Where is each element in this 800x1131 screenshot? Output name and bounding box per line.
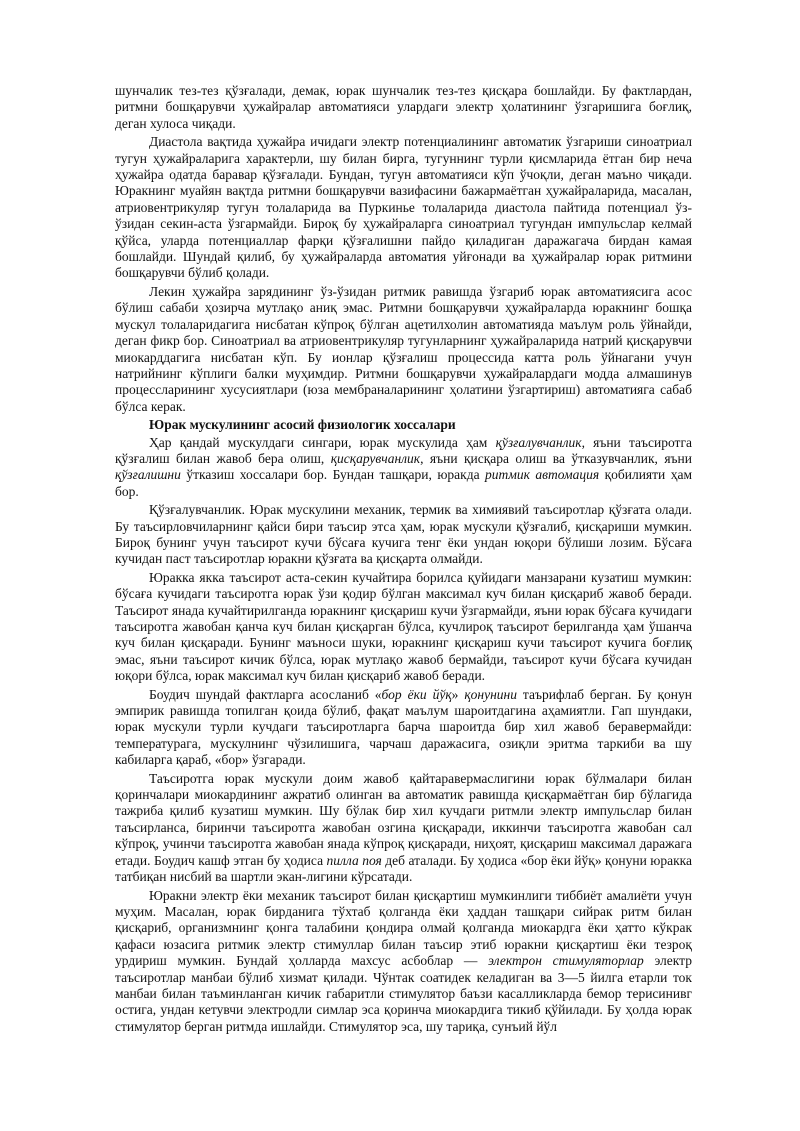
paragraph-excitability: Қўзғалувчанлик. Юрак мускулини механик, термик ва химиявий таъсиротлар қўзғата олади. Бу таъсирловчиларнинг қайси бири таъсир этса ҳам, юрак мускули қўзғалиб, қисқариши мумкин. Бироқ бунинг учун таъсирот кучи бўсаға кучига тенг ёки ундан юқори бўлиши лозим. Бўсаға кучидан паст таъсиротлар юракни қўзғата ва қисқарта олмайди. (115, 502, 692, 567)
paragraph-automatism-conclusion: шунчалик тез-тез қўзғалади, демак, юрак шунчалик тез-тез қисқара бошлайди. Бу фактлардан, ритмни бошқарувчи ҳужайралар автоматияси улардаги электр ҳолатининг ўзгаришига боғлиқ, деган хулоса чиқади. (115, 83, 692, 131)
section-heading: Юрак мускулининг асосий физиологик хоссалари (149, 417, 456, 433)
paragraph-cell-charge: Лекин ҳужайра зарядининг ўз-ўзидан ритмик равишда ўзгариб юрак автоматиясига асос бўлиш сабаби ҳозирча мутлақо аниқ эмас. Ритмни бошқарувчи ҳужайраларда юракнинг бошқа мускул толаларидагига нисбатан кўпроқ бўлган ацетилхолин автоматияда маълум роль ўйнайди, деган фикр бор. Синоатриал ва атриовентрикуляр тугунларнинг ҳужайраларида натрий қисқарувчи миокарддагига нисбатан кўп. Бу ионлар қўзғалиш процессида катта роль ўйнагани учун натрийнинг кўплиги балки муҳимдир. Ритмни бошқарувчи ҳужайралардаги модда алмашинув процессларининг хусусиятлари (юза мембраналарининг ҳолатини ўзгартириш) автоматияга сабаб бўлса керак. (115, 283, 692, 414)
paragraph-all-or-none-law: Боудич шундай фактларга асосланиб «бор ёки йўқ» қонунини таърифлаб берган. Бу қонун эмпирик равишда топилган қоида бўлиб, фақат маълум шароитдагина аҳамиятли. Гап шундаки, юрак мускули турли кучдаги таъсиротларга барча шароитда бир хил жавоб беравермайди: температурага, мускулнинг чўзилишига, чарчаш даражасига, озиқли эритма таркиби ва шу кабиларга қараб, «бор» ўзгаради. (115, 686, 692, 768)
paragraph-electrical-stimulation: Юракни электр ёки механик таъсирот билан қисқартиш мумкинлиги тиббиёт амалиёти учун муҳим. Масалан, юрак бирданига тўхтаб қолганда ёки ҳаддан ташқари сийрак ритм билан қисқариб, организмнинг қонга талабини қондира олмай қолганда миокардга ёки ҳатто кўкрак қафаси юзасига ритмик электр стимуллар билан таъсир этиб юракни қисқартиш ёки тезроқ урдириш мумкин. Бундай ҳолларда махсус асбоблар — электрон стимуляторлар электр таъсиротлар манбаи бўлиб хизмат қилади. Чўнтак соатидек келадиган ва 3—5 йилга етарли ток манбаи билан таъминланган кичик габаритли стимулятор баъзи касалликларда бемор терисинивг остига, ундан кетувчи электродли симлар эса қоринча миокардига тикиб қўйилади. Бу ҳолда юрак стимулятор берган ритмда ишлайди. Стимулятор эса, шу тариқа, сунъий йўл (115, 887, 692, 1034)
paragraph-staircase-phenomenon: Таъсиротга юрак мускули доим жавоб қайтаравермаслигини юрак бўлмалари билан қоринчалари миокардининг ажратиб олинган ва автоматик равишда қисқармаётган бир бўлагида тажриба қилиб кузатиш мумкин. Шу бўлак бир хил кучдаги ритмли электр импульслар билан таъсирланса, биринчи таъсиротга жавобан озгина қисқаради, иккинчи таъсиротга жавобан сал кўпроқ, учинчи таъсиротга жавобан янада кўпроқ қисқаради, ниҳоят, қисқариш максимал даражага етади. Боудич кашф этган бу ҳодиса пилла поя деб аталади. Бу ҳодиса «бор ёки йўқ» қонуни юракка татбиқан нисбий ва шартли экан-лигини кўрсатади. (115, 770, 692, 885)
paragraph-heart-properties: Ҳар қандай мускулдаги сингари, юрак мускулида ҳам қўзғалувчанлик, яъни таъсиротга қўзғалиш билан жавоб бера олиш, қисқарувчанлик, яъни қисқара олиш ва ўтказувчанлик, яъни қўзғалишни ўтказиш хоссалари бор. Бундан ташқари, юракда ритмик автомация қобилияти ҳам бор. (115, 434, 692, 499)
paragraph-diastole-potential: Диастола вақтида ҳужайра ичидаги электр потенциалининг автоматик ўзгариши синоатриал тугун ҳужайраларига характерли, шу билан бирга, тугуннинг турли қисмларида ётган бир неча ҳужайра одатда баравар қўзғалади. Бундан, тугун автоматияси кўп ўчоқли, деган маъно чиқади. Юракнинг муайян вақтда ритмни бошқарувчи вазифасини бажармаётган ҳужайраларида, масалан, атриовентрикуляр тугун толаларида ва Пуркинье толаларида диастола пайтида потенциал ўз-ўзидан секин-аста ўзгармайди. Бироқ бу ҳужайраларга синоатриал тугундан импульслар келмай қўйса, уларда потенциаллар фарқи қўзғалишни пайдо қиладиган даражагача бирдан камая бошлайди. Шундай қилиб, бу ҳужайраларда автоматия уйғонади ва ҳужайралар юрак ритмини бошқарувчи бўлиб қолади. (115, 134, 692, 281)
document-page (115, 83, 692, 1037)
paragraph-single-stimulus: Юракка якка таъсирот аста-секин кучайтира борилса қуйидаги манзарани кузатиш мумкин: бўсаға кучидаги таъсиротга юрак ўзи қодир бўлган максимал куч билан қисқариб жавоб беради. Таъсирот янада кучайтирилганда юракнинг қисқариш кучи ўзгармайди, яъни юрак бўсаға кучидаги таъсиротга жавобан қанча куч билан қисқарган бўлса, кучлироқ таъсирот берилганда ҳам ўшанча куч билан қисқаради. Бунинг маъноси шуки, юракнинг қисқариш кучи таъсирот кучига боғлиқ эмас, яъни таъсирот кичик бўлса, юрак мутлақо жавоб бермайди, таъсирот кучи бўсаға кучидан юқори бўлса, юрак максимал куч билан қисқариб жавоб беради. (115, 569, 692, 684)
